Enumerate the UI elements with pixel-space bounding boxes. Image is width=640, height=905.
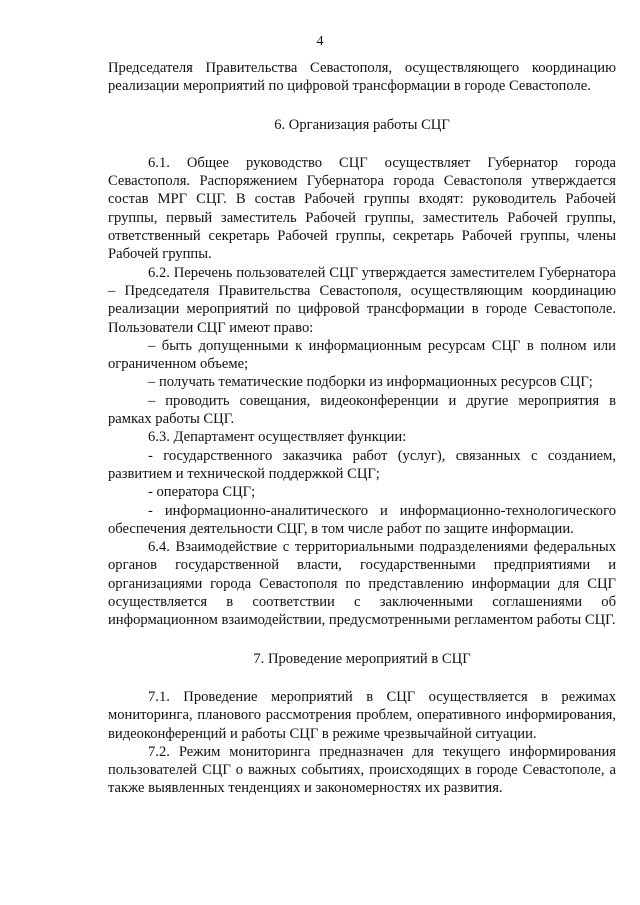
section-7-heading: 7. Проведение мероприятий в СЦГ	[253, 650, 471, 667]
paragraph-6-4: 6.4. Взаимодействие с территориальными подразделениями федеральных органов государственной власти, государственными предприятиями и организациями города Севастополя по представлению информации для СЦГ осуществляется в соответствии с заключенными соглашениями об информационном взаимодействии, предусмотренными регламентом работы СЦГ.	[108, 539, 616, 629]
section-6-heading: 6. Организация работы СЦГ	[274, 116, 450, 133]
paragraph-6-2-item-b: – получать тематические подборки из информационных ресурсов СЦГ;	[148, 374, 593, 391]
paragraph-6-2-item-c: – проводить совещания, видеоконференции и другие мероприятия в рамках работы СЦГ.	[108, 392, 616, 428]
paragraph-6-3-item-c: - информационно-аналитического и информационно-технологического обеспечения деятельности СЦГ, в том числе работ по защите информации.	[108, 502, 616, 537]
paragraph-7-2: 7.2. Режим мониторинга предназначен для текущего информирования пользователей СЦГ о важных событиях, происходящих в городе Севастополе, а также выявленных тенденциях и закономерностях их развития.	[108, 743, 616, 797]
intro-paragraph: Председателя Правительства Севастополя, осуществляющего координацию реализации мероприятий по цифровой трансформации в городе Севастополе.	[108, 60, 616, 95]
paragraph-6-3: 6.3. Департамент осуществляет функции:	[148, 429, 407, 446]
paragraph-6-2: 6.2. Перечень пользователей СЦГ утверждается заместителем Губернатора – Председателя Правительства Севастополя, осуществляющим координацию реализации мероприятий по цифровой трансформации в городе Севастополе. Пользователи СЦГ имеют право:	[108, 264, 616, 336]
paragraph-6-3-item-a: - государственного заказчика работ (услуг), связанных с созданием, развитием и технической поддержкой СЦГ;	[108, 447, 616, 482]
paragraph-6-1: 6.1. Общее руководство СЦГ осуществляет Губернатор города Севастополя. Распоряжением Губернатора города Севастополя утверждается состав МРГ СЦГ. В состав Рабочей группы входят: руководитель Рабочей группы, первый заместитель Рабочей группы, заместитель Рабочей группы, ответственный секретарь Рабочей группы, секретарь Рабочей группы, члены Рабочей группы.	[108, 154, 616, 263]
document-body	[108, 59, 616, 798]
paragraph-6-2-item-a: – быть допущенными к информационным ресурсам СЦГ в полном или ограниченном объеме;	[108, 337, 616, 373]
paragraph-7-1: 7.1. Проведение мероприятий в СЦГ осуществляется в режимах мониторинга, планового рассмотрения проблем, оперативного информирования, видеоконференций и работы СЦГ в режиме чрезвычайной ситуации.	[108, 688, 616, 742]
paragraph-6-3-item-b: - оператора СЦГ;	[148, 484, 256, 501]
page-number: 4	[316, 34, 324, 49]
